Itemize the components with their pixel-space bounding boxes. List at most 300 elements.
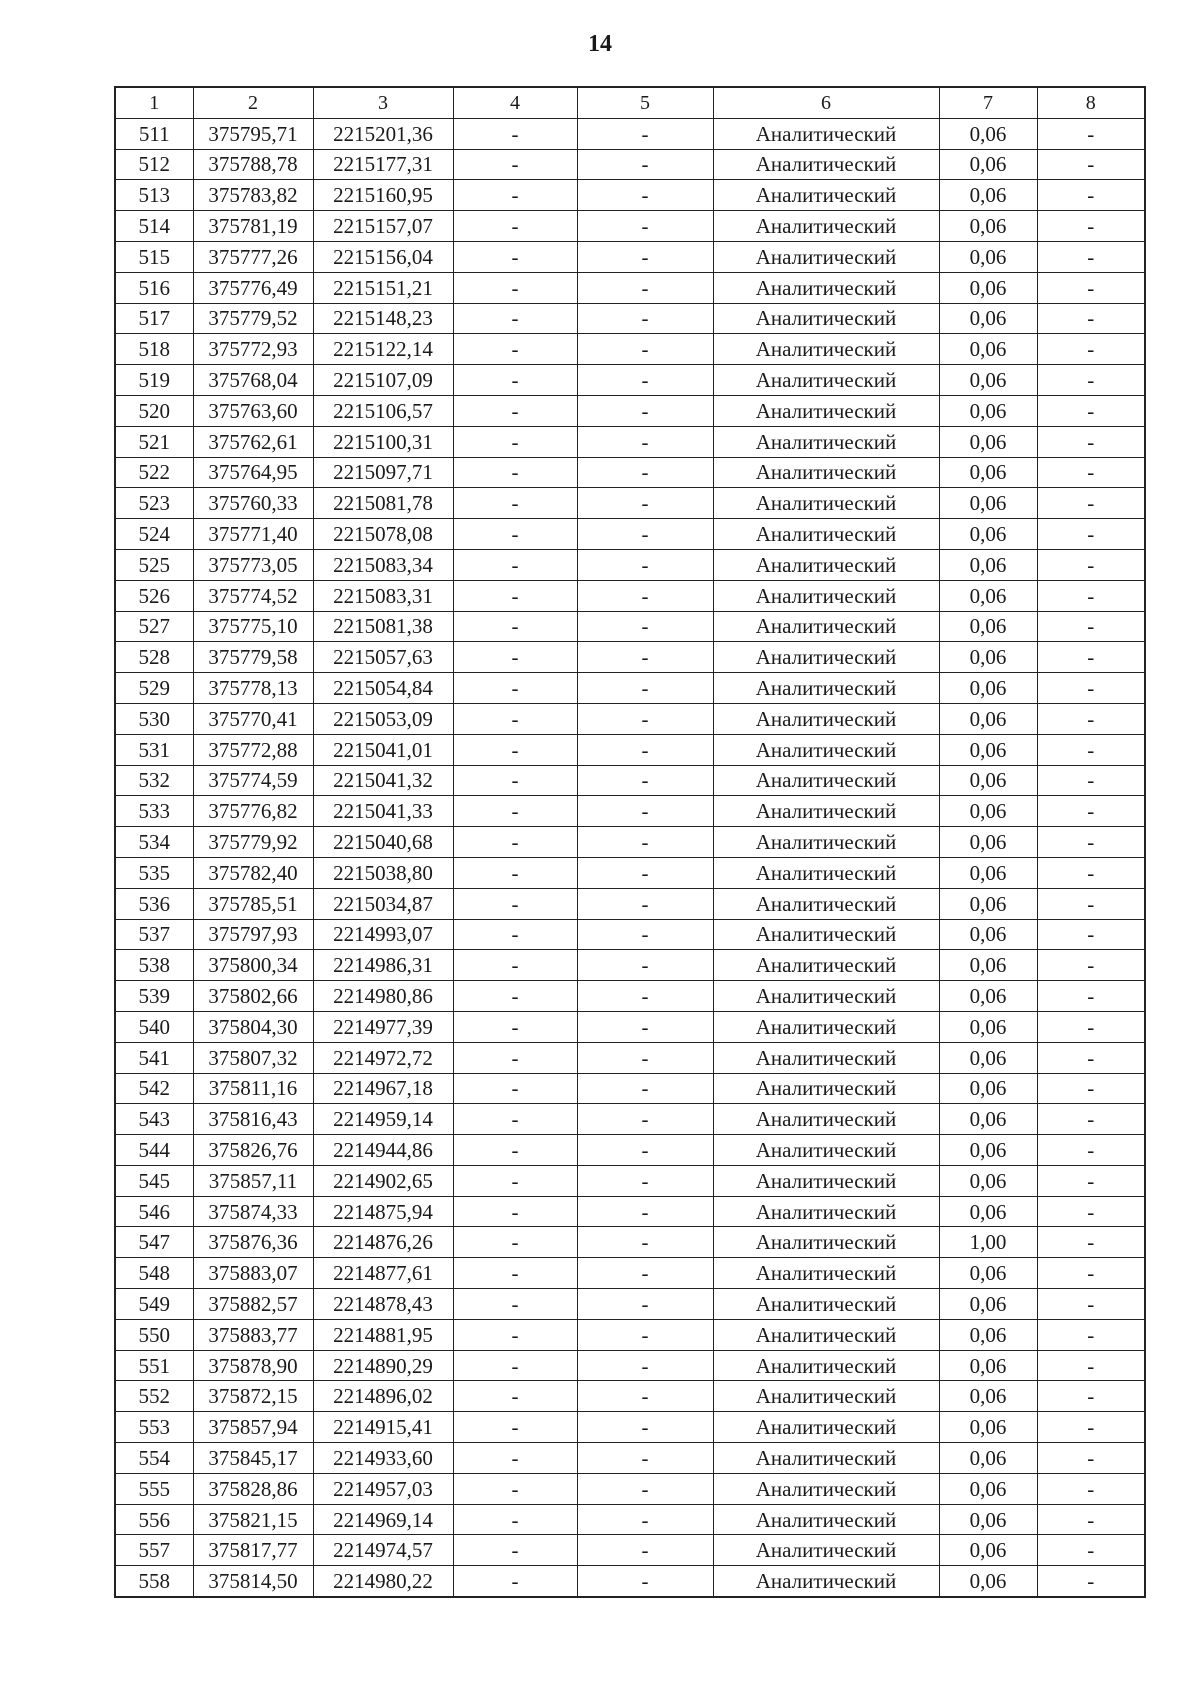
cell-col-8: - <box>1037 211 1145 242</box>
cell-col-8: - <box>1037 673 1145 704</box>
cell-x-coordinate: 375775,10 <box>193 611 313 642</box>
cell-x-coordinate: 375795,71 <box>193 118 313 149</box>
column-header-6: 6 <box>713 87 939 118</box>
cell-col-4: - <box>453 149 577 180</box>
cell-y-coordinate: 2215041,33 <box>313 796 453 827</box>
table-row <box>115 796 1145 827</box>
cell-point-number: 512 <box>115 149 193 180</box>
cell-col-5: - <box>577 426 713 457</box>
cell-method: Аналитический <box>713 1073 939 1104</box>
column-header-2: 2 <box>193 87 313 118</box>
cell-point-number: 522 <box>115 457 193 488</box>
cell-accuracy: 0,06 <box>939 1258 1037 1289</box>
cell-method: Аналитический <box>713 303 939 334</box>
cell-method: Аналитический <box>713 1135 939 1166</box>
cell-x-coordinate: 375811,16 <box>193 1073 313 1104</box>
cell-x-coordinate: 375772,93 <box>193 334 313 365</box>
cell-col-5: - <box>577 241 713 272</box>
cell-col-4: - <box>453 1443 577 1474</box>
cell-col-8: - <box>1037 827 1145 858</box>
cell-x-coordinate: 375778,13 <box>193 673 313 704</box>
cell-point-number: 549 <box>115 1289 193 1320</box>
cell-col-8: - <box>1037 642 1145 673</box>
cell-col-4: - <box>453 303 577 334</box>
cell-y-coordinate: 2215034,87 <box>313 888 453 919</box>
cell-col-8: - <box>1037 180 1145 211</box>
table-row <box>115 765 1145 796</box>
cell-method: Аналитический <box>713 1350 939 1381</box>
cell-accuracy: 0,06 <box>939 765 1037 796</box>
cell-x-coordinate: 375800,34 <box>193 950 313 981</box>
cell-accuracy: 0,06 <box>939 1350 1037 1381</box>
cell-x-coordinate: 375783,82 <box>193 180 313 211</box>
cell-x-coordinate: 375883,77 <box>193 1319 313 1350</box>
table-row <box>115 827 1145 858</box>
cell-col-5: - <box>577 519 713 550</box>
coordinates-table <box>114 86 1146 1598</box>
table-row <box>115 1535 1145 1566</box>
cell-col-8: - <box>1037 950 1145 981</box>
cell-x-coordinate: 375857,11 <box>193 1165 313 1196</box>
cell-point-number: 555 <box>115 1473 193 1504</box>
cell-x-coordinate: 375874,33 <box>193 1196 313 1227</box>
cell-y-coordinate: 2214890,29 <box>313 1350 453 1381</box>
cell-method: Аналитический <box>713 211 939 242</box>
cell-col-5: - <box>577 211 713 242</box>
cell-x-coordinate: 375817,77 <box>193 1535 313 1566</box>
table-row <box>115 857 1145 888</box>
cell-col-4: - <box>453 611 577 642</box>
cell-col-4: - <box>453 1504 577 1535</box>
cell-col-4: - <box>453 1412 577 1443</box>
cell-col-4: - <box>453 365 577 396</box>
cell-point-number: 543 <box>115 1104 193 1135</box>
cell-x-coordinate: 375788,78 <box>193 149 313 180</box>
cell-method: Аналитический <box>713 1473 939 1504</box>
table-row <box>115 703 1145 734</box>
cell-y-coordinate: 2214993,07 <box>313 919 453 950</box>
cell-x-coordinate: 375772,88 <box>193 734 313 765</box>
cell-y-coordinate: 2214944,86 <box>313 1135 453 1166</box>
cell-method: Аналитический <box>713 642 939 673</box>
cell-accuracy: 0,06 <box>939 180 1037 211</box>
cell-x-coordinate: 375821,15 <box>193 1504 313 1535</box>
cell-method: Аналитический <box>713 1535 939 1566</box>
cell-col-8: - <box>1037 857 1145 888</box>
cell-col-4: - <box>453 426 577 457</box>
cell-y-coordinate: 2215122,14 <box>313 334 453 365</box>
table-row <box>115 303 1145 334</box>
cell-col-5: - <box>577 1443 713 1474</box>
cell-col-5: - <box>577 1042 713 1073</box>
cell-col-4: - <box>453 950 577 981</box>
cell-point-number: 518 <box>115 334 193 365</box>
cell-x-coordinate: 375857,94 <box>193 1412 313 1443</box>
cell-y-coordinate: 2214959,14 <box>313 1104 453 1135</box>
cell-point-number: 521 <box>115 426 193 457</box>
cell-x-coordinate: 375802,66 <box>193 981 313 1012</box>
cell-col-8: - <box>1037 334 1145 365</box>
cell-method: Аналитический <box>713 149 939 180</box>
cell-col-8: - <box>1037 1073 1145 1104</box>
cell-y-coordinate: 2215040,68 <box>313 827 453 858</box>
cell-col-4: - <box>453 580 577 611</box>
cell-point-number: 523 <box>115 488 193 519</box>
cell-accuracy: 0,06 <box>939 1135 1037 1166</box>
table-row <box>115 1473 1145 1504</box>
cell-point-number: 514 <box>115 211 193 242</box>
cell-point-number: 535 <box>115 857 193 888</box>
cell-y-coordinate: 2215078,08 <box>313 519 453 550</box>
cell-x-coordinate: 375878,90 <box>193 1350 313 1381</box>
cell-accuracy: 0,06 <box>939 519 1037 550</box>
cell-col-8: - <box>1037 1196 1145 1227</box>
cell-method: Аналитический <box>713 395 939 426</box>
cell-col-5: - <box>577 642 713 673</box>
cell-col-8: - <box>1037 395 1145 426</box>
cell-point-number: 520 <box>115 395 193 426</box>
cell-col-5: - <box>577 827 713 858</box>
cell-x-coordinate: 375872,15 <box>193 1381 313 1412</box>
cell-method: Аналитический <box>713 1196 939 1227</box>
cell-y-coordinate: 2214974,57 <box>313 1535 453 1566</box>
cell-col-4: - <box>453 981 577 1012</box>
cell-col-4: - <box>453 1289 577 1320</box>
table-row <box>115 118 1145 149</box>
cell-col-5: - <box>577 1473 713 1504</box>
cell-y-coordinate: 2215097,71 <box>313 457 453 488</box>
cell-col-4: - <box>453 395 577 426</box>
table-row <box>115 642 1145 673</box>
cell-point-number: 519 <box>115 365 193 396</box>
cell-y-coordinate: 2214878,43 <box>313 1289 453 1320</box>
cell-y-coordinate: 2215157,07 <box>313 211 453 242</box>
table-row <box>115 1011 1145 1042</box>
cell-point-number: 541 <box>115 1042 193 1073</box>
table-row <box>115 1412 1145 1443</box>
cell-col-5: - <box>577 334 713 365</box>
table-row <box>115 1319 1145 1350</box>
cell-y-coordinate: 2214986,31 <box>313 950 453 981</box>
cell-col-5: - <box>577 580 713 611</box>
cell-accuracy: 0,06 <box>939 611 1037 642</box>
cell-method: Аналитический <box>713 857 939 888</box>
cell-point-number: 556 <box>115 1504 193 1535</box>
cell-accuracy: 0,06 <box>939 1535 1037 1566</box>
cell-col-5: - <box>577 1289 713 1320</box>
table-row <box>115 919 1145 950</box>
cell-accuracy: 0,06 <box>939 118 1037 149</box>
cell-y-coordinate: 2214980,22 <box>313 1566 453 1597</box>
cell-col-5: - <box>577 1535 713 1566</box>
cell-method: Аналитический <box>713 365 939 396</box>
cell-col-4: - <box>453 1566 577 1597</box>
table-row <box>115 488 1145 519</box>
page-number: 14 <box>588 31 612 57</box>
cell-col-4: - <box>453 457 577 488</box>
table-row <box>115 1073 1145 1104</box>
table-row <box>115 395 1145 426</box>
cell-method: Аналитический <box>713 734 939 765</box>
cell-point-number: 531 <box>115 734 193 765</box>
cell-y-coordinate: 2214881,95 <box>313 1319 453 1350</box>
cell-col-4: - <box>453 211 577 242</box>
table-row <box>115 1566 1145 1597</box>
table-row <box>115 549 1145 580</box>
cell-col-8: - <box>1037 457 1145 488</box>
cell-point-number: 517 <box>115 303 193 334</box>
cell-col-4: - <box>453 1350 577 1381</box>
cell-method: Аналитический <box>713 673 939 704</box>
cell-method: Аналитический <box>713 580 939 611</box>
cell-col-8: - <box>1037 426 1145 457</box>
cell-x-coordinate: 375776,49 <box>193 272 313 303</box>
cell-col-8: - <box>1037 1350 1145 1381</box>
cell-col-8: - <box>1037 241 1145 272</box>
cell-y-coordinate: 2214875,94 <box>313 1196 453 1227</box>
cell-y-coordinate: 2214972,72 <box>313 1042 453 1073</box>
cell-col-8: - <box>1037 1258 1145 1289</box>
cell-accuracy: 0,06 <box>939 703 1037 734</box>
table-row <box>115 180 1145 211</box>
cell-point-number: 513 <box>115 180 193 211</box>
cell-col-5: - <box>577 734 713 765</box>
cell-col-8: - <box>1037 1319 1145 1350</box>
cell-method: Аналитический <box>713 1504 939 1535</box>
cell-x-coordinate: 375807,32 <box>193 1042 313 1073</box>
cell-method: Аналитический <box>713 1443 939 1474</box>
cell-col-4: - <box>453 519 577 550</box>
cell-col-5: - <box>577 365 713 396</box>
cell-point-number: 544 <box>115 1135 193 1166</box>
cell-col-4: - <box>453 703 577 734</box>
cell-col-8: - <box>1037 1443 1145 1474</box>
cell-col-5: - <box>577 272 713 303</box>
cell-point-number: 550 <box>115 1319 193 1350</box>
cell-col-5: - <box>577 1135 713 1166</box>
cell-method: Аналитический <box>713 888 939 919</box>
cell-x-coordinate: 375816,43 <box>193 1104 313 1135</box>
cell-col-5: - <box>577 1196 713 1227</box>
cell-col-5: - <box>577 1566 713 1597</box>
cell-x-coordinate: 375771,40 <box>193 519 313 550</box>
cell-point-number: 534 <box>115 827 193 858</box>
cell-y-coordinate: 2215201,36 <box>313 118 453 149</box>
cell-point-number: 515 <box>115 241 193 272</box>
cell-x-coordinate: 375785,51 <box>193 888 313 919</box>
cell-col-8: - <box>1037 1011 1145 1042</box>
cell-x-coordinate: 375883,07 <box>193 1258 313 1289</box>
column-header-8: 8 <box>1037 87 1145 118</box>
cell-x-coordinate: 375764,95 <box>193 457 313 488</box>
cell-accuracy: 0,06 <box>939 395 1037 426</box>
cell-point-number: 537 <box>115 919 193 950</box>
cell-x-coordinate: 375774,59 <box>193 765 313 796</box>
cell-x-coordinate: 375782,40 <box>193 857 313 888</box>
cell-method: Аналитический <box>713 950 939 981</box>
cell-x-coordinate: 375770,41 <box>193 703 313 734</box>
cell-y-coordinate: 2215156,04 <box>313 241 453 272</box>
cell-accuracy: 0,06 <box>939 827 1037 858</box>
cell-col-5: - <box>577 395 713 426</box>
cell-method: Аналитический <box>713 180 939 211</box>
cell-col-5: - <box>577 1412 713 1443</box>
cell-col-8: - <box>1037 488 1145 519</box>
cell-accuracy: 0,06 <box>939 642 1037 673</box>
cell-col-8: - <box>1037 1381 1145 1412</box>
table-row <box>115 241 1145 272</box>
table-row <box>115 1196 1145 1227</box>
cell-x-coordinate: 375814,50 <box>193 1566 313 1597</box>
column-header-4: 4 <box>453 87 577 118</box>
cell-col-5: - <box>577 488 713 519</box>
cell-col-8: - <box>1037 519 1145 550</box>
cell-col-4: - <box>453 796 577 827</box>
cell-col-5: - <box>577 457 713 488</box>
cell-y-coordinate: 2215041,01 <box>313 734 453 765</box>
cell-col-8: - <box>1037 1289 1145 1320</box>
cell-y-coordinate: 2215106,57 <box>313 395 453 426</box>
cell-col-5: - <box>577 1258 713 1289</box>
cell-accuracy: 1,00 <box>939 1227 1037 1258</box>
cell-x-coordinate: 375773,05 <box>193 549 313 580</box>
cell-method: Аналитический <box>713 1412 939 1443</box>
cell-y-coordinate: 2214902,65 <box>313 1165 453 1196</box>
cell-col-4: - <box>453 827 577 858</box>
table-row <box>115 611 1145 642</box>
cell-method: Аналитический <box>713 1566 939 1597</box>
cell-point-number: 558 <box>115 1566 193 1597</box>
cell-method: Аналитический <box>713 426 939 457</box>
cell-col-8: - <box>1037 149 1145 180</box>
table-row <box>115 1504 1145 1535</box>
cell-col-8: - <box>1037 796 1145 827</box>
cell-col-8: - <box>1037 580 1145 611</box>
cell-accuracy: 0,06 <box>939 211 1037 242</box>
cell-col-4: - <box>453 549 577 580</box>
cell-y-coordinate: 2215151,21 <box>313 272 453 303</box>
cell-col-4: - <box>453 888 577 919</box>
cell-method: Аналитический <box>713 519 939 550</box>
cell-accuracy: 0,06 <box>939 888 1037 919</box>
cell-y-coordinate: 2214915,41 <box>313 1412 453 1443</box>
cell-accuracy: 0,06 <box>939 1073 1037 1104</box>
cell-point-number: 529 <box>115 673 193 704</box>
cell-accuracy: 0,06 <box>939 457 1037 488</box>
cell-method: Аналитический <box>713 488 939 519</box>
cell-point-number: 547 <box>115 1227 193 1258</box>
cell-col-5: - <box>577 1011 713 1042</box>
cell-col-4: - <box>453 765 577 796</box>
cell-accuracy: 0,06 <box>939 580 1037 611</box>
cell-col-4: - <box>453 1011 577 1042</box>
cell-col-8: - <box>1037 919 1145 950</box>
cell-accuracy: 0,06 <box>939 272 1037 303</box>
cell-col-4: - <box>453 272 577 303</box>
cell-x-coordinate: 375776,82 <box>193 796 313 827</box>
table-row <box>115 673 1145 704</box>
cell-col-4: - <box>453 673 577 704</box>
cell-point-number: 532 <box>115 765 193 796</box>
cell-point-number: 530 <box>115 703 193 734</box>
cell-accuracy: 0,06 <box>939 334 1037 365</box>
cell-col-4: - <box>453 1073 577 1104</box>
cell-col-8: - <box>1037 888 1145 919</box>
cell-point-number: 545 <box>115 1165 193 1196</box>
cell-col-5: - <box>577 303 713 334</box>
cell-point-number: 511 <box>115 118 193 149</box>
cell-point-number: 557 <box>115 1535 193 1566</box>
cell-col-8: - <box>1037 1412 1145 1443</box>
cell-accuracy: 0,06 <box>939 1473 1037 1504</box>
cell-x-coordinate: 375882,57 <box>193 1289 313 1320</box>
header-row <box>115 87 1145 118</box>
table-row <box>115 457 1145 488</box>
cell-x-coordinate: 375779,92 <box>193 827 313 858</box>
cell-col-5: - <box>577 1073 713 1104</box>
cell-method: Аналитический <box>713 241 939 272</box>
cell-col-8: - <box>1037 549 1145 580</box>
cell-col-5: - <box>577 765 713 796</box>
cell-y-coordinate: 2214933,60 <box>313 1443 453 1474</box>
cell-col-8: - <box>1037 1042 1145 1073</box>
cell-y-coordinate: 2214877,61 <box>313 1258 453 1289</box>
table-row <box>115 1165 1145 1196</box>
cell-col-5: - <box>577 1350 713 1381</box>
cell-col-4: - <box>453 1165 577 1196</box>
cell-col-4: - <box>453 1535 577 1566</box>
cell-x-coordinate: 375781,19 <box>193 211 313 242</box>
cell-accuracy: 0,06 <box>939 1011 1037 1042</box>
cell-point-number: 546 <box>115 1196 193 1227</box>
table-row <box>115 1350 1145 1381</box>
cell-col-5: - <box>577 857 713 888</box>
cell-point-number: 527 <box>115 611 193 642</box>
cell-x-coordinate: 375760,33 <box>193 488 313 519</box>
table-row <box>115 365 1145 396</box>
cell-method: Аналитический <box>713 796 939 827</box>
cell-x-coordinate: 375804,30 <box>193 1011 313 1042</box>
table-row <box>115 149 1145 180</box>
table-row <box>115 981 1145 1012</box>
cell-col-8: - <box>1037 1566 1145 1597</box>
cell-col-4: - <box>453 1104 577 1135</box>
cell-y-coordinate: 2214980,86 <box>313 981 453 1012</box>
cell-method: Аналитический <box>713 827 939 858</box>
cell-col-4: - <box>453 734 577 765</box>
cell-col-4: - <box>453 1042 577 1073</box>
cell-accuracy: 0,06 <box>939 981 1037 1012</box>
table-row <box>115 1289 1145 1320</box>
cell-col-4: - <box>453 857 577 888</box>
cell-col-8: - <box>1037 734 1145 765</box>
cell-col-5: - <box>577 180 713 211</box>
cell-col-4: - <box>453 642 577 673</box>
cell-col-4: - <box>453 1258 577 1289</box>
cell-accuracy: 0,06 <box>939 734 1037 765</box>
table-row <box>115 426 1145 457</box>
cell-col-5: - <box>577 118 713 149</box>
cell-col-4: - <box>453 334 577 365</box>
cell-y-coordinate: 2215177,31 <box>313 149 453 180</box>
table-row <box>115 211 1145 242</box>
cell-y-coordinate: 2214896,02 <box>313 1381 453 1412</box>
cell-point-number: 551 <box>115 1350 193 1381</box>
table-row <box>115 950 1145 981</box>
cell-col-4: - <box>453 1196 577 1227</box>
table-row <box>115 1042 1145 1073</box>
cell-method: Аналитический <box>713 272 939 303</box>
